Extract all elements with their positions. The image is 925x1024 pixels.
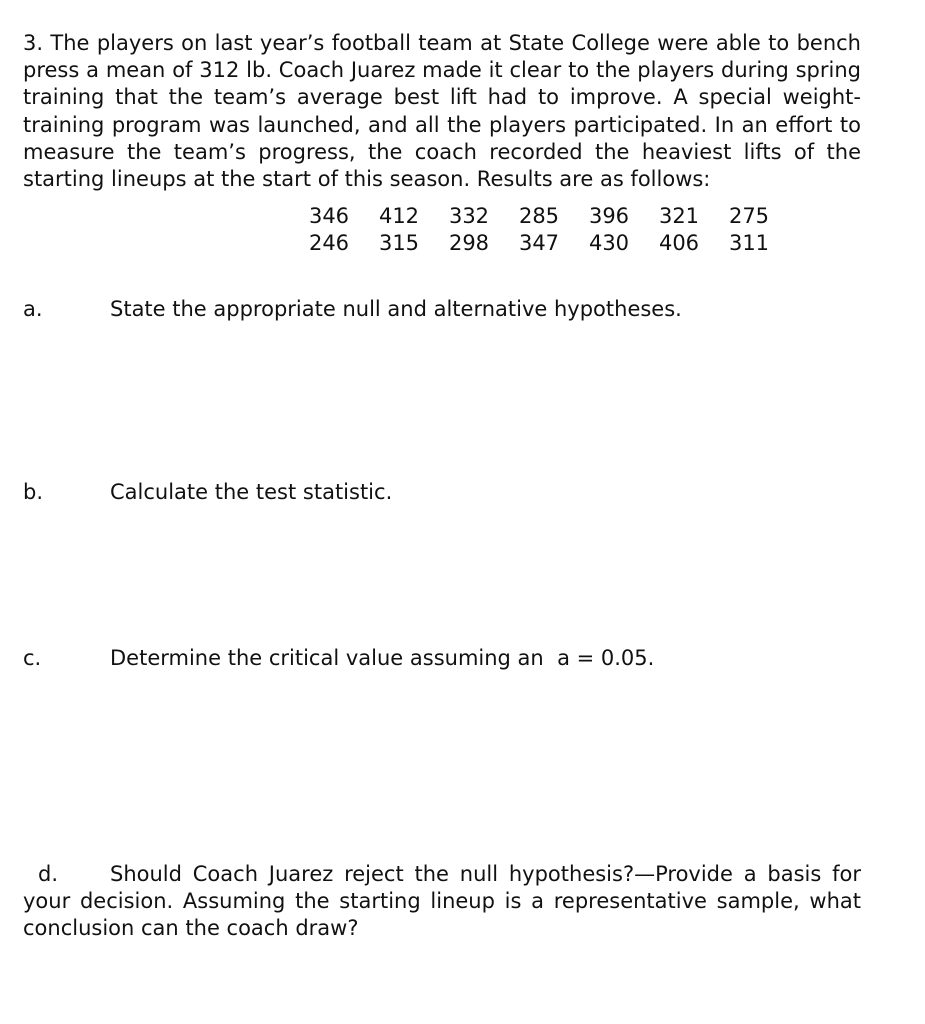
part-b-letter: b. (23, 480, 44, 504)
data-cell: 406 (658, 231, 700, 256)
lift-data-table (294, 203, 784, 257)
part-b-text: Calculate the test statistic. (110, 480, 393, 504)
data-cell: 275 (728, 204, 770, 228)
part-d-letter: d. (38, 862, 59, 886)
part-a-text: State the appropriate null and alternative hypotheses. (110, 297, 682, 321)
part-b (23, 479, 392, 506)
question-text: 3. The players on last year’s football team at State College were able to bench press a mean of 312 lb. Coach Juarez made it clear to the players during spring training that the team’s average best lift had to improve. A special weight-training program was launched, and all the players participated. In an effort to measure the team’s progress, the coach recorded the heaviest lifts of the starting lineups at the start of this season. Results are as follows: (23, 31, 861, 192)
data-cell: 396 (588, 204, 630, 228)
part-a-letter: a. (23, 297, 43, 321)
part-c (23, 645, 654, 672)
data-cell: 298 (448, 231, 490, 256)
data-cell: 321 (658, 204, 700, 228)
data-cell: 315 (378, 231, 420, 256)
data-cell: 347 (518, 231, 560, 256)
part-a (23, 296, 682, 323)
part-c-text: Determine the critical value assuming an a = 0.05. (110, 646, 655, 670)
table-row (294, 230, 784, 257)
data-cell: 246 (308, 231, 350, 256)
data-cell: 285 (518, 204, 560, 228)
data-cell: 430 (588, 231, 630, 256)
data-cell: 412 (378, 204, 420, 228)
table-row (294, 203, 784, 230)
part-d-text: Should Coach Juarez reject the null hypothesis?—Provide a basis for your decision. Assuming the starting lineup is a representative sample, what conclusion can the coach draw? (23, 862, 861, 941)
data-cell: 346 (308, 204, 350, 228)
part-c-letter: c. (23, 646, 42, 670)
data-cell: 332 (448, 204, 490, 228)
part-d (23, 861, 861, 943)
data-cell: 311 (728, 231, 770, 256)
